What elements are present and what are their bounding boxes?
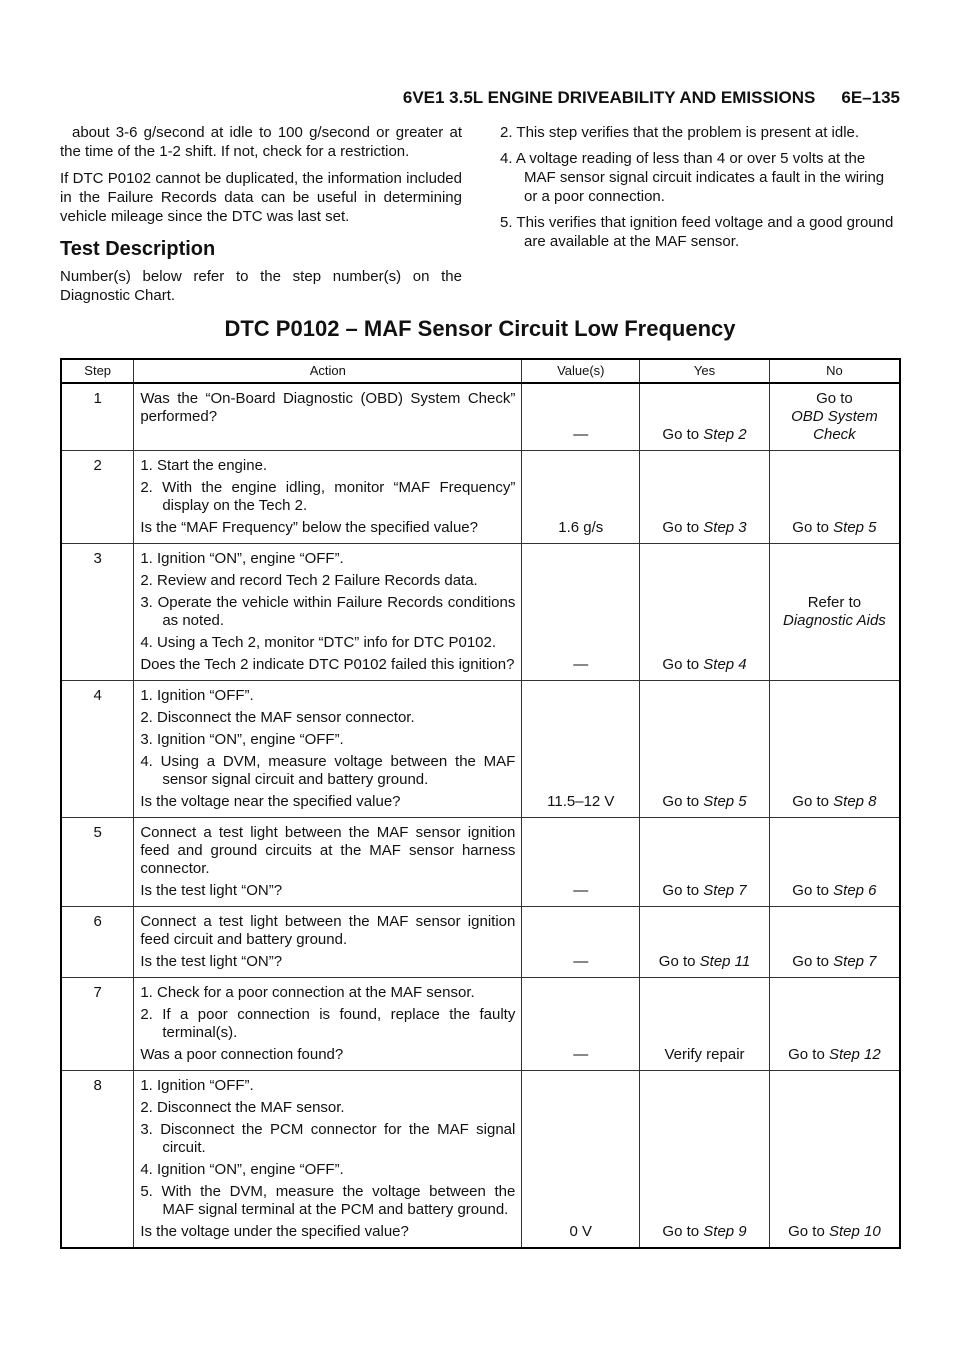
no-cell [769,818,900,907]
yes-cell [640,383,770,451]
action-item: 4. Using a DVM, measure voltage between the MAF sensor signal circuit and battery ground. [140,753,516,788]
yes-text: Go to [662,793,704,810]
action-cell [134,818,522,907]
yes-step-ref: Step 9 [703,1223,747,1240]
no-cell [769,907,900,978]
action-item: 1. Ignition “ON”, engine “OFF”. [140,550,344,567]
action-item: 3. Operate the vehicle within Failure Records conditions as noted. [140,594,516,629]
action-item: 2. With the engine idling, monitor “MAF Frequency” display on the Tech 2. [140,479,516,514]
yes-text: Go to [662,1223,704,1240]
yes-step-ref: Step 3 [703,519,747,536]
action-item: 2. Review and record Tech 2 Failure Records data. [140,572,478,589]
header-no: No [769,359,900,383]
page-header [377,88,900,108]
no-step-ref: Step 12 [828,1046,881,1063]
value-cell: — [522,818,640,907]
value-cell: — [522,907,640,978]
action-cell [134,1071,522,1249]
no-step-ref: OBD System Check [791,408,878,443]
action-question: Was a poor connection found? [140,1046,344,1063]
header-value: Value(s) [522,359,640,383]
no-cell [769,383,900,451]
note-4: 4. A voltage reading of less than 4 or over 5 volts at the MAF sensor signal circuit indicates a fault in the wiring or a poor connection. [500,150,885,205]
action-item: 3. Disconnect the PCM connector for the MAF signal circuit. [140,1121,516,1156]
step-number: 7 [61,978,134,1071]
header-step: Step [61,359,134,383]
step-number: 3 [61,544,134,681]
action-item: 2. Disconnect the MAF sensor connector. [140,709,415,726]
no-text: Go to [792,953,834,970]
action-item: 4. Ignition “ON”, engine “OFF”. [140,1161,344,1178]
table-row [61,681,900,818]
step-number: 6 [61,907,134,978]
step-number: 5 [61,818,134,907]
action-item: 1. Start the engine. [140,457,268,474]
table-row [61,383,900,451]
value-cell: — [522,544,640,681]
action-cell [134,978,522,1071]
yes-step-ref: Step 5 [703,793,747,810]
no-cell [769,451,900,544]
note-5: 5. This verifies that ignition feed voltage and a good ground are available at the MAF sensor. [500,214,894,250]
step-number: 2 [61,451,134,544]
yes-text: Go to [658,953,700,970]
action-question: Is the test light “ON”? [140,953,283,970]
no-text: Go to [792,793,834,810]
paragraph-3: Number(s) below refer to the step number(s) on the Diagnostic Chart. [60,268,462,304]
yes-text: Go to [662,656,704,673]
action-text: Connect a test light between the MAF sensor ignition feed and ground circuits at the MAF sensor harness connector. [140,824,516,877]
header-yes: Yes [640,359,770,383]
yes-cell [640,907,770,978]
yes-cell [640,544,770,681]
action-cell [134,451,522,544]
action-item: 2. If a poor connection is found, replace the faulty terminal(s). [140,1006,516,1041]
no-text: Go to [792,882,834,899]
action-item: 3. Ignition “ON”, engine “OFF”. [140,731,344,748]
value-cell: — [522,383,640,451]
right-column [500,123,900,258]
paragraph-2: If DTC P0102 cannot be duplicated, the information included in the Failure Records data can be useful in determining vehicle mileage since the DTC was last set. [60,170,462,225]
yes-cell [640,818,770,907]
left-column [60,123,462,313]
test-description-heading: Test Description [60,238,216,260]
no-step-ref: Step 10 [828,1223,881,1240]
table-row [61,451,900,544]
step-number: 4 [61,681,134,818]
action-item: 1. Check for a poor connection at the MAF sensor. [140,984,475,1001]
no-text: Go to [816,390,853,407]
section-title: 6VE1 3.5L ENGINE DRIVEABILITY AND EMISSIONS [402,88,816,107]
action-question: Does the Tech 2 indicate DTC P0102 failed this ignition? [140,656,515,673]
table-row [61,818,900,907]
no-text: Go to [788,1046,829,1063]
yes-cell [640,1071,770,1249]
chart-title: DTC P0102 – MAF Sensor Circuit Low Frequency [224,316,736,341]
yes-text: Verify repair [664,1046,745,1063]
action-text: Was the “On-Board Diagnostic (OBD) System Check” performed? [140,390,516,425]
action-item: 4. Using a Tech 2, monitor “DTC” info for DTC P0102. [140,634,497,651]
no-step-ref: Step 6 [833,882,877,899]
action-cell [134,681,522,818]
no-step-ref: Step 7 [833,953,877,970]
page-number: 6E–135 [841,88,900,107]
step-number: 1 [61,383,134,451]
value-cell: 1.6 g/s [522,451,640,544]
action-question: Is the voltage near the specified value? [140,793,401,810]
yes-step-ref: Step 11 [699,953,751,970]
no-text: Go to [788,1223,829,1240]
action-item: 5. With the DVM, measure the voltage between the MAF signal terminal at the PCM and battery ground. [140,1183,516,1218]
action-item: 1. Ignition “OFF”. [140,1077,254,1094]
yes-step-ref: Step 2 [703,426,747,443]
yes-text: Go to [662,882,704,899]
no-step-ref: Diagnostic Aids [782,612,886,629]
action-question: Is the “MAF Frequency” below the specified value? [140,519,478,536]
yes-cell [640,978,770,1071]
no-step-ref: Step 5 [833,519,877,536]
table-row [61,907,900,978]
action-cell [134,544,522,681]
value-cell: — [522,978,640,1071]
action-item: 2. Disconnect the MAF sensor. [140,1099,345,1116]
table-header-row [61,359,900,383]
yes-text: Go to [662,426,704,443]
action-question: Is the test light “ON”? [140,882,283,899]
step-number: 8 [61,1071,134,1249]
value-cell: 0 V [522,1071,640,1249]
no-cell [769,544,900,681]
no-text: Go to [792,519,834,536]
no-cell [769,978,900,1071]
action-text: Connect a test light between the MAF sensor ignition feed circuit and battery ground. [140,913,516,948]
action-question: Is the voltage under the specified value? [140,1223,409,1240]
header-action: Action [134,359,522,383]
table-row [61,544,900,681]
paragraph-1: about 3-6 g/second at idle to 100 g/second or greater at the time of the 1-2 shift. If not, check for a restriction. [60,124,462,160]
table-row [61,978,900,1071]
note-2: 2. This step verifies that the problem is present at idle. [500,124,860,141]
action-item: 1. Ignition “OFF”. [140,687,254,704]
yes-cell [640,451,770,544]
yes-step-ref: Step 4 [703,656,747,673]
no-text: Refer to [807,594,862,611]
yes-cell [640,681,770,818]
yes-text: Go to [662,519,704,536]
yes-step-ref: Step 7 [703,882,747,899]
value-cell: 11.5–12 V [522,681,640,818]
no-cell [769,1071,900,1249]
table-row [61,1071,900,1249]
no-step-ref: Step 8 [833,793,877,810]
action-cell [134,383,522,451]
diagnostic-table [60,358,901,1249]
no-cell [769,681,900,818]
action-cell [134,907,522,978]
